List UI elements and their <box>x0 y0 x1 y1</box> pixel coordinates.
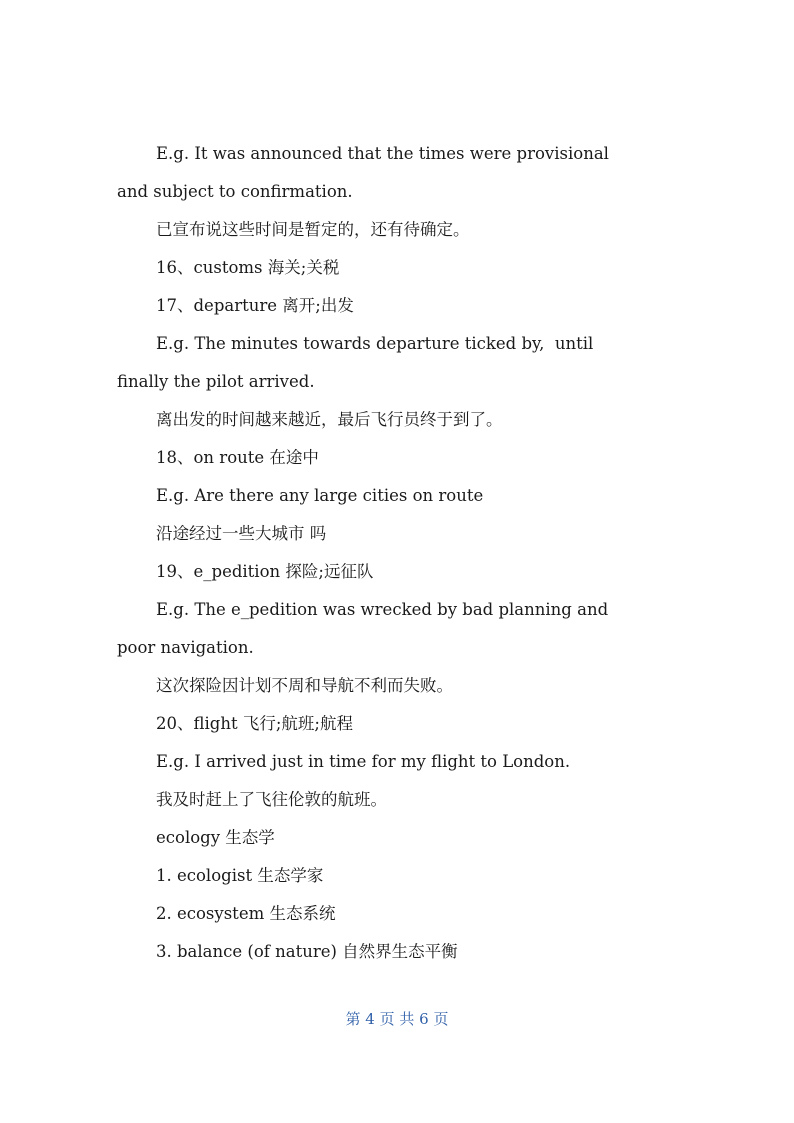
example-sentence: E.g. It was announced that the times were provisional <box>156 144 609 163</box>
vocab-item-17: 17、departure 离开;出发 <box>156 296 354 315</box>
translation-line: 我及时赶上了飞往伦敦的航班。 <box>156 790 387 809</box>
example-sentence: E.g. The e_pedition was wrecked by bad planning and <box>156 600 609 619</box>
translation-line: 离出发的时间越来越近，最后飞行员终于到了。 <box>156 410 503 429</box>
example-sentence-continued: finally the pilot arrived. <box>117 372 315 391</box>
vocab-item-18: 18、on route 在途中 <box>156 448 319 467</box>
translation-line: 沿途经过一些大城市 吗 <box>156 524 327 543</box>
example-sentence-continued: and subject to confirmation. <box>117 182 353 201</box>
translation-line: 已宣布说这些时间是暂定的，还有待确定。 <box>156 220 470 239</box>
section-heading-ecology: ecology 生态学 <box>156 828 275 847</box>
example-sentence: E.g. The minutes towards departure ticked by, until <box>156 334 594 353</box>
page-number-footer: 第 4 页 共 6 页 <box>345 1010 449 1028</box>
vocab-item-19: 19、e_pedition 探险;远征队 <box>156 562 374 581</box>
translation-line: 这次探险因计划不周和导航不利而失败。 <box>156 676 453 695</box>
vocab-item-20: 20、flight 飞行;航班;航程 <box>156 714 353 733</box>
ecology-item-2: 2. ecosystem 生态系统 <box>156 904 336 923</box>
vocab-item-16: 16、customs 海关;关税 <box>156 258 340 277</box>
example-sentence-continued: poor navigation. <box>117 638 254 657</box>
example-sentence: E.g. Are there any large cities on route <box>156 486 484 505</box>
ecology-item-1: 1. ecologist 生态学家 <box>156 866 324 885</box>
example-sentence: E.g. I arrived just in time for my flight to London. <box>156 752 571 771</box>
ecology-item-3: 3. balance (of nature) 自然界生态平衡 <box>156 942 458 961</box>
